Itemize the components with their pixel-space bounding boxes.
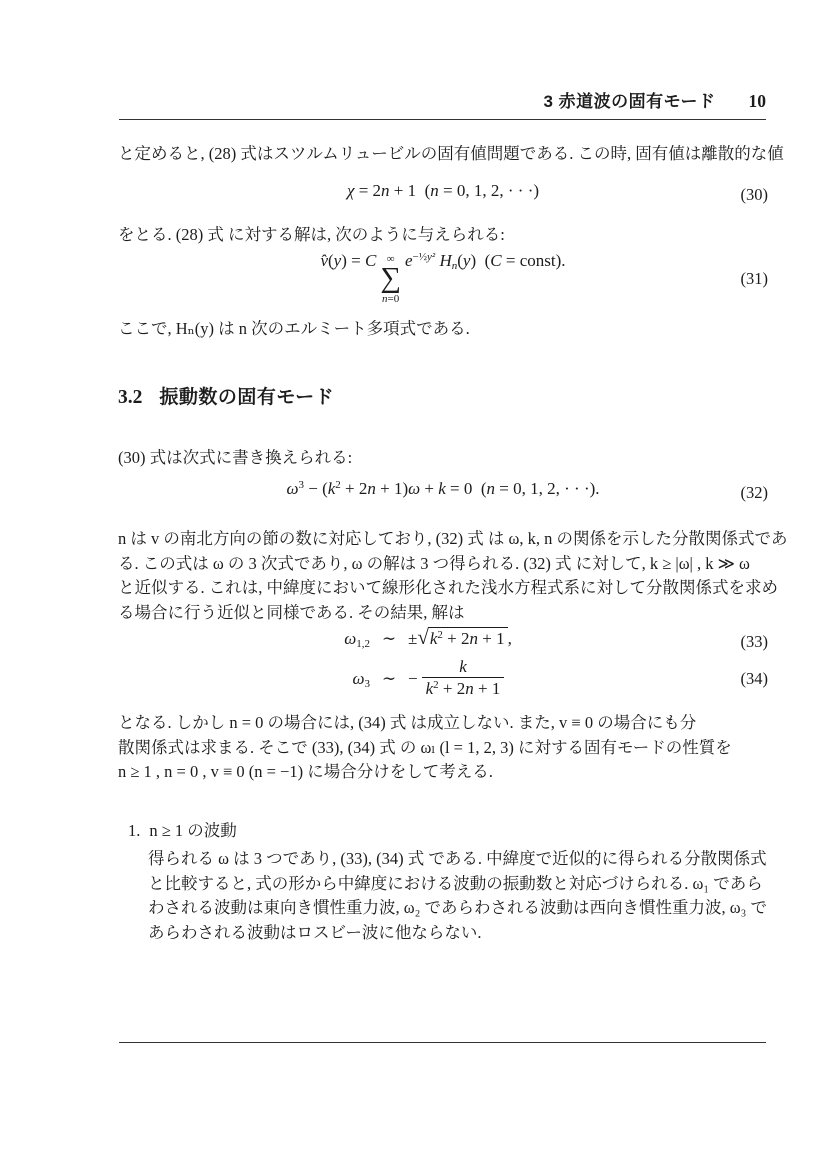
fraction: [422, 657, 505, 702]
square-root: [417, 627, 507, 651]
paragraph-line: あらわされる波動はロスビー波に他ならない.: [148, 922, 482, 942]
paragraph-4: [118, 446, 768, 471]
trailing-comma: ,: [507, 629, 512, 648]
paragraph-line: n は v の南北方向の節の数に対応しており, (32) 式 は ω, k, n の関係を示した分散関係式であ: [118, 529, 788, 548]
list-item-title: n ≥ 1 の波動: [149, 821, 237, 840]
equation-32: [118, 479, 768, 507]
equation-31-condition: (C = const).: [476, 251, 566, 270]
paragraph-line: る. この式は ω の 3 次式であり, ω の解は 3 つ得られる. (32) 式 に対して, k ≥ |ω| , k ≫ ω: [118, 553, 750, 573]
paragraph-1: [118, 142, 784, 167]
equation-number-32: (32): [740, 483, 768, 502]
sigma-icon: ∑: [380, 262, 401, 295]
paragraph-line: となる. しかし n = 0 の場合には, (34) 式 は成立しない. また, v ≡ 0 の場合にも分: [118, 713, 697, 732]
list-item-label: 1.: [128, 821, 141, 840]
footer-rule: [119, 1042, 766, 1043]
paragraph-line: と比較すると, 式の形から中緯度における波動の振動数と対応づけられる. ω₁ であら: [148, 873, 763, 893]
equation-31: [118, 251, 768, 307]
equation-30: [118, 181, 768, 209]
radical-icon: √: [417, 625, 429, 649]
similar-to-symbol: ∼: [381, 669, 397, 688]
paragraph-line: 得られる ω は 3 つであり, (33), (34) 式 である. 中緯度で近似的に得られる分散関係式: [148, 849, 767, 868]
equation-group-33-34: [118, 627, 768, 702]
summation-lower-limit: n=0: [382, 292, 400, 305]
equation-number-33: (33): [740, 631, 768, 651]
equation-31-lhs: v̂(y) = C: [320, 251, 377, 270]
similar-to-symbol: ∼: [381, 629, 397, 648]
list-item-1-body: [148, 847, 768, 945]
paragraph-line: 散関係式は求まる. そこで (33), (34) 式 の ωₗ (l = 1, 2, 3) に対する固有モードの性質を: [118, 737, 732, 757]
fraction-numerator: k: [459, 656, 467, 676]
paragraph-line: をとる. (28) 式 に対する解は, 次のように与えられる:: [118, 225, 505, 244]
paragraph-line: る場合に行う近似と同様である. その結果, 解は: [118, 602, 465, 622]
paragraph-2: [118, 223, 768, 248]
section-title: 振動数の固有モード: [159, 387, 335, 408]
list-item-1-heading: [128, 819, 237, 844]
equation-31-body: $e^{-\frac{1}{2}y^2}$ Hn(y): [405, 251, 477, 272]
paragraph-line: (30) 式は次式に書き換えられる:: [118, 448, 353, 467]
equation-30-expression: χ = 2n + 1 (n = 0, 1, 2, · · ·): [346, 181, 540, 200]
paragraph-6: [118, 711, 768, 785]
paragraph-5: [118, 527, 788, 625]
header-rule: [119, 119, 766, 120]
running-section-title: 3 赤道波の固有モード: [543, 92, 716, 111]
section-number: 3.2: [118, 387, 143, 408]
plus-minus-symbol: ±: [408, 629, 418, 648]
section-heading: [118, 382, 334, 409]
summation-upper-limit: ∞: [386, 252, 395, 265]
radicand: $k^2 + 2n + 1$: [428, 627, 508, 651]
paragraph-line: わされる波動は東向き慣性重力波, ω₂ であらわされる波動は西向き慣性重力波, ω₃ で: [148, 898, 767, 918]
equation-34-rhs: [408, 657, 558, 702]
equation-number-31: (31): [740, 269, 768, 288]
equation-33-rhs: [408, 627, 558, 651]
minus-symbol: −: [408, 669, 418, 688]
summation-symbol: [380, 253, 401, 306]
paragraph-line: と近似する. これは, 中緯度において線形化された浅水方程式系に対して分散関係式を求め: [118, 578, 778, 598]
equation-32-expression: $\omega^3 - (k^2 + 2n + 1)\omega + k = 0$ (n = 0, 1, 2, · · ·).: [286, 479, 600, 498]
page-header: [118, 87, 766, 112]
paragraph-line: n ≥ 1 , n = 0 , v ≡ 0 (n = −1) に場合分けをして考える.: [118, 762, 493, 782]
page-number: 10: [748, 91, 766, 111]
equation-34-lhs: ω3: [352, 669, 370, 690]
equation-number-30: (30): [740, 185, 768, 204]
equation-33-lhs: ω1,2: [344, 629, 370, 650]
equation-34: [118, 656, 768, 702]
equation-33: [118, 627, 768, 656]
fraction-denominator: $k^2 + 2n + 1$: [422, 677, 505, 702]
paragraph-line: と定めると, (28) 式はスツルムリュービルの固有値問題である. この時, 固有値は離散的な値: [118, 144, 784, 163]
paragraph-3: [118, 317, 768, 342]
equation-number-34: (34): [740, 669, 768, 688]
paragraph-line: ここで, Hₙ(y) は n 次のエルミート多項式である.: [118, 319, 470, 338]
